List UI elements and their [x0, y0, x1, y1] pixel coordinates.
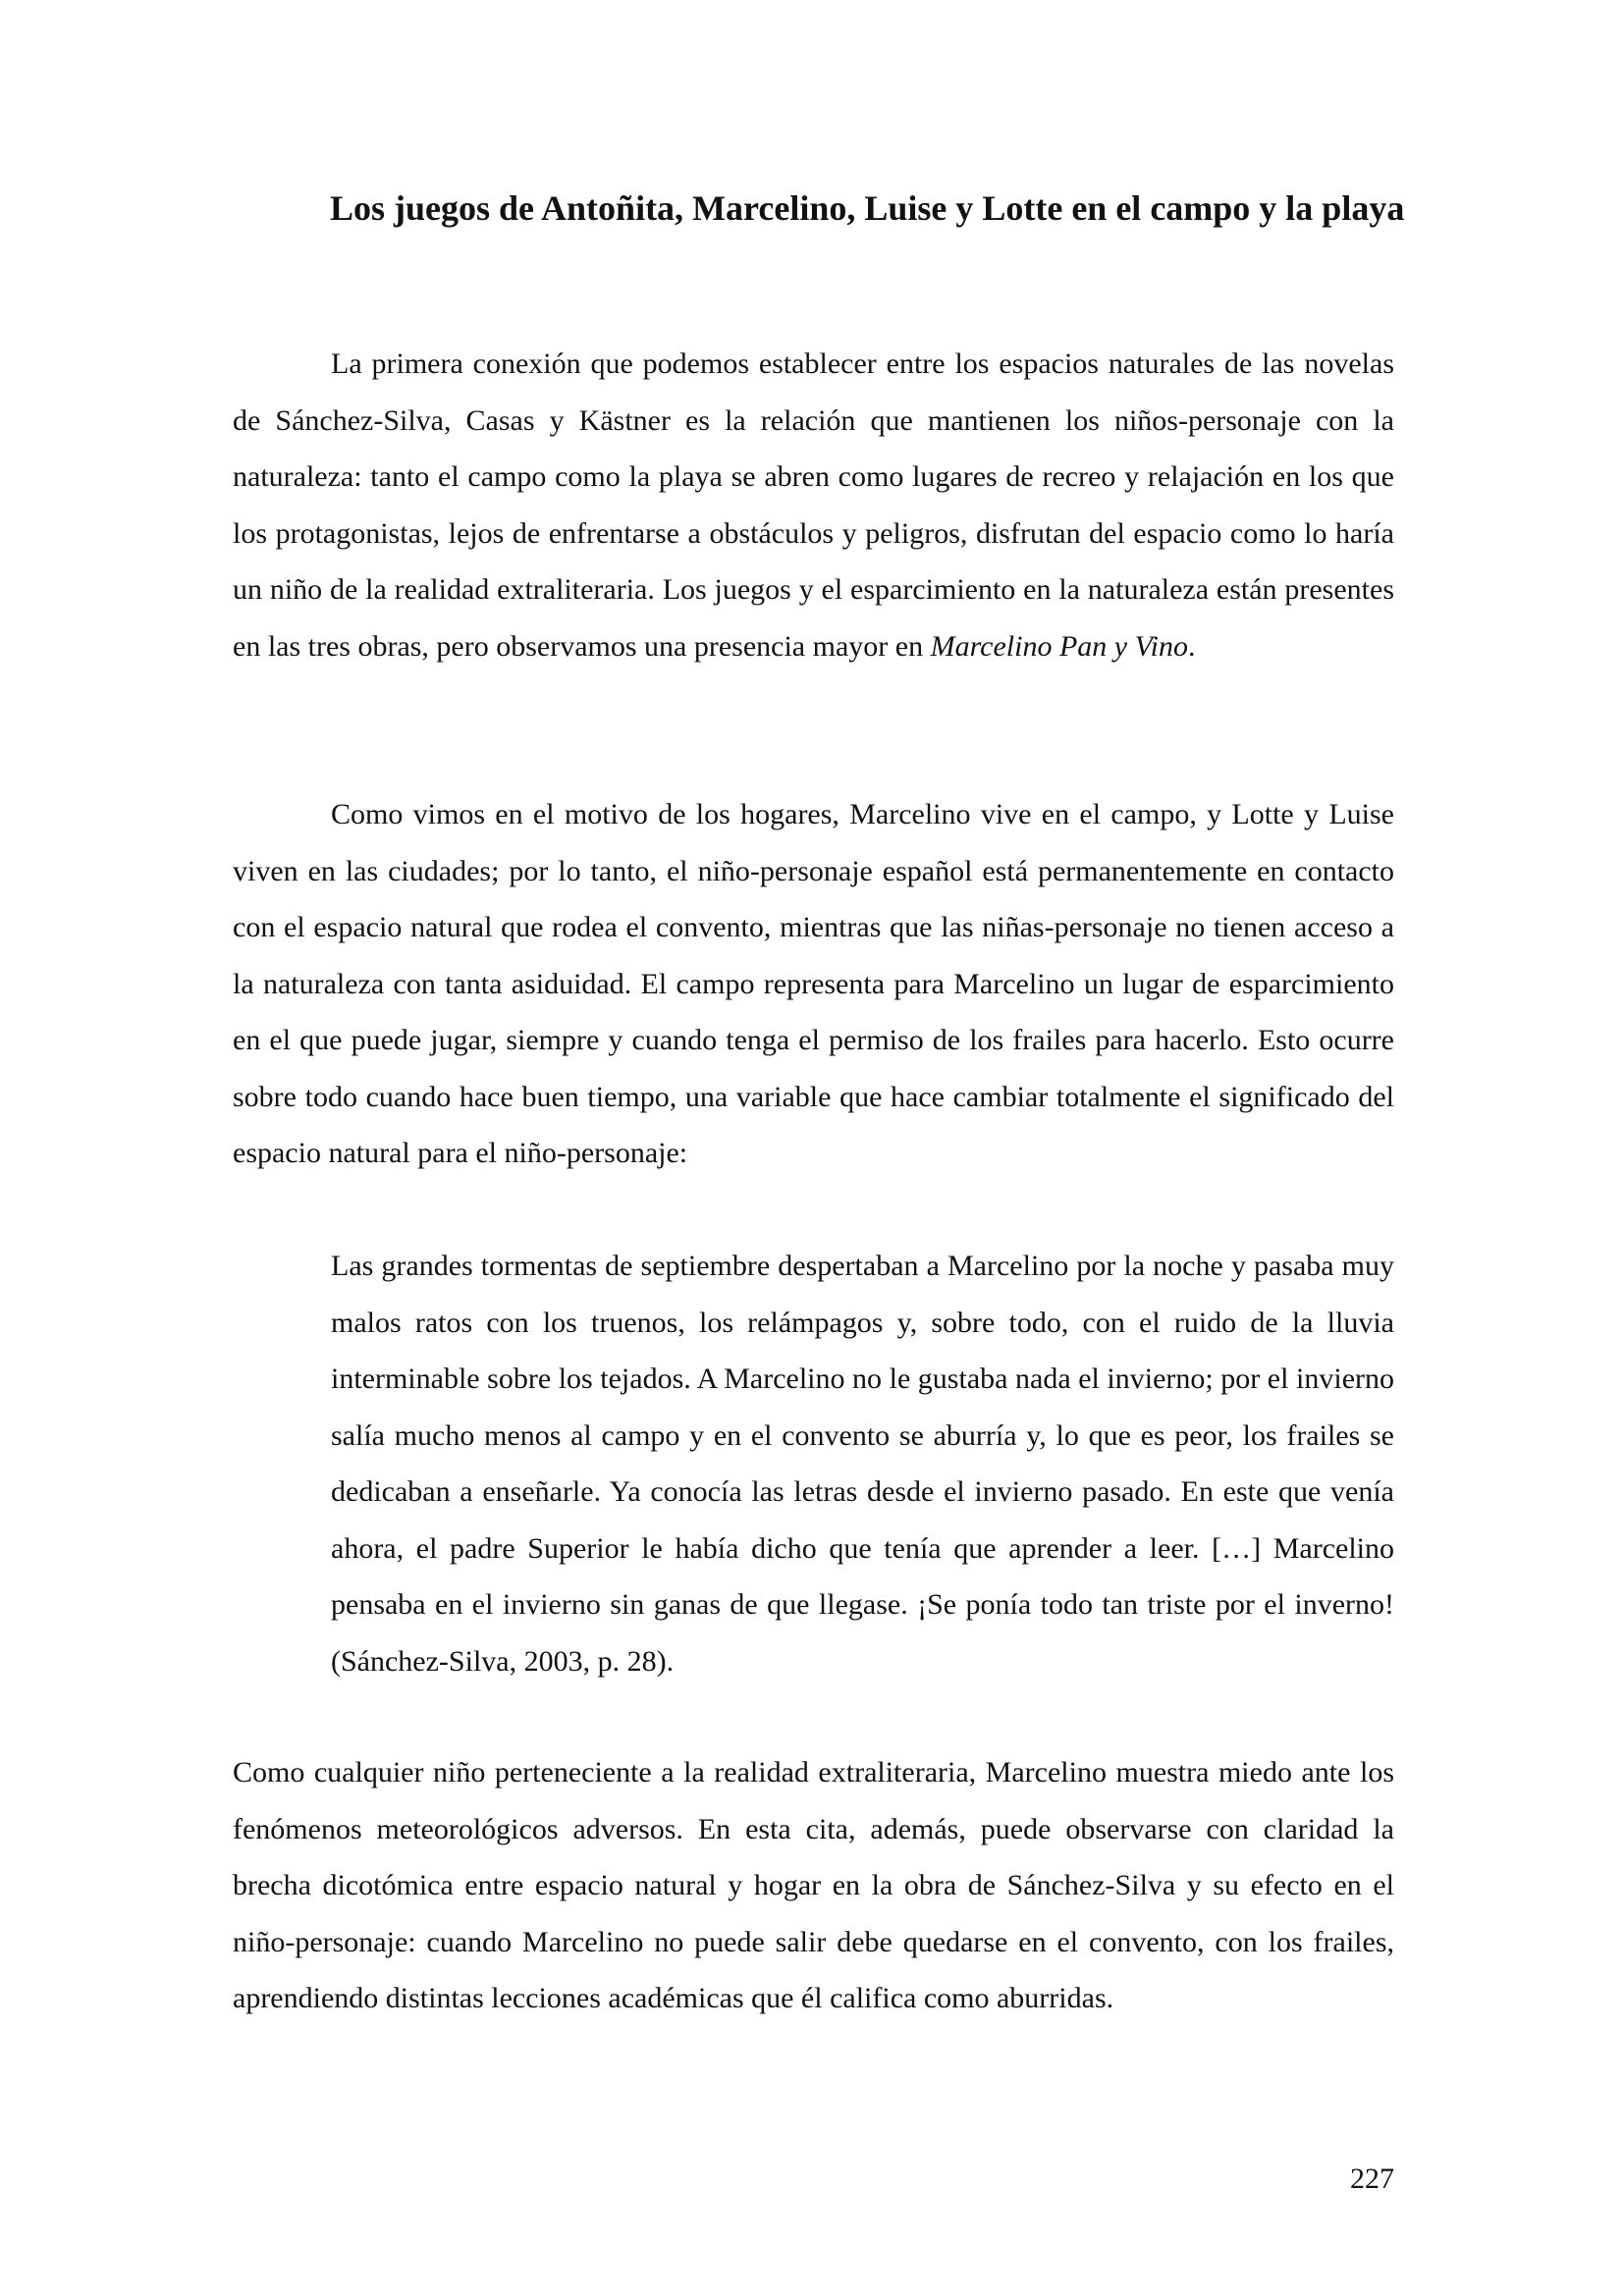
paragraph-2: Como vimos en el motivo de los hogares, Marcelino vive en el campo, y Lotte y Luise viven en las ciudades; por lo tanto, el niño-personaje español está permanentemente en contacto con el espacio natural que rodea el convento, mientras que las niñas-personaje no tienen acceso a la naturaleza con tanta asiduidad. El campo representa para Marcelino un lugar de esparcimiento en el que puede jugar, siempre y cuando tenga el permiso de los frailes para hacerlo. Esto ocurre sobre todo cuando hace buen tiempo, una variable que hace cambiar totalmente el significado del espacio natural para el niño-personaje: [233, 798, 1394, 1169]
book-title-italic: Marcelino Pan y Vino [930, 629, 1189, 663]
paragraph-1 [233, 336, 1394, 674]
paragraph-1-ending: . [1188, 629, 1196, 663]
section-heading: Los juegos de Antoñita, Marcelino, Luise y Lotte en el campo y la playa [330, 188, 1405, 228]
paragraph-1-text: La primera conexión que podemos establecer entre los espacios naturales de las novelas de Sánchez-Silva, Casas y Kästner es la relación que mantienen los niños-personaje con la naturaleza: tanto el campo como la playa se abren como lugares de recreo y relajación en los que los protagonistas, lejos de enfrentarse a obstáculos y peligros, disfrutan del espacio como lo haría un niño de la realidad extraliteraria. Los juegos y el esparcimiento en la naturaleza están presentes en las tres obras, pero observamos una presencia mayor en [233, 347, 1394, 663]
block-quote: Las grandes tormentas de septiembre despertaban a Marcelino por la noche y pasaba muy malos ratos con los truenos, los relámpagos y, sobre todo, con el ruido de la lluvia interminable sobre los tejados. A Marcelino no le gustaba nada el invierno; por el invierno salía mucho menos al campo y en el convento se aburría y, lo que es peor, los frailes se dedicaban a enseñarle. Ya conocía las letras desde el invierno pasado. En este que venía ahora, el padre Superior le había dicho que tenía que aprender a leer. […] Marcelino pensaba en el invierno sin ganas de que llegase. ¡Se ponía todo tan triste por el inverno! (Sánchez-Silva, 2003, p. 28). [331, 1250, 1394, 1678]
page-number: 227 [1350, 2163, 1394, 2195]
paragraph-3: Como cualquier niño perteneciente a la realidad extraliteraria, Marcelino muestra miedo ante los fenómenos meteorológicos adversos. En esta cita, además, puede observarse con claridad la brecha dicotómica entre espacio natural y hogar en la obra de Sánchez-Silva y su efecto en el niño-personaje: cuando Marcelino no puede salir debe quedarse en el convento, con los frailes, aprendiendo distintas lecciones académicas que él califica como aburridas. [233, 1756, 1394, 2014]
